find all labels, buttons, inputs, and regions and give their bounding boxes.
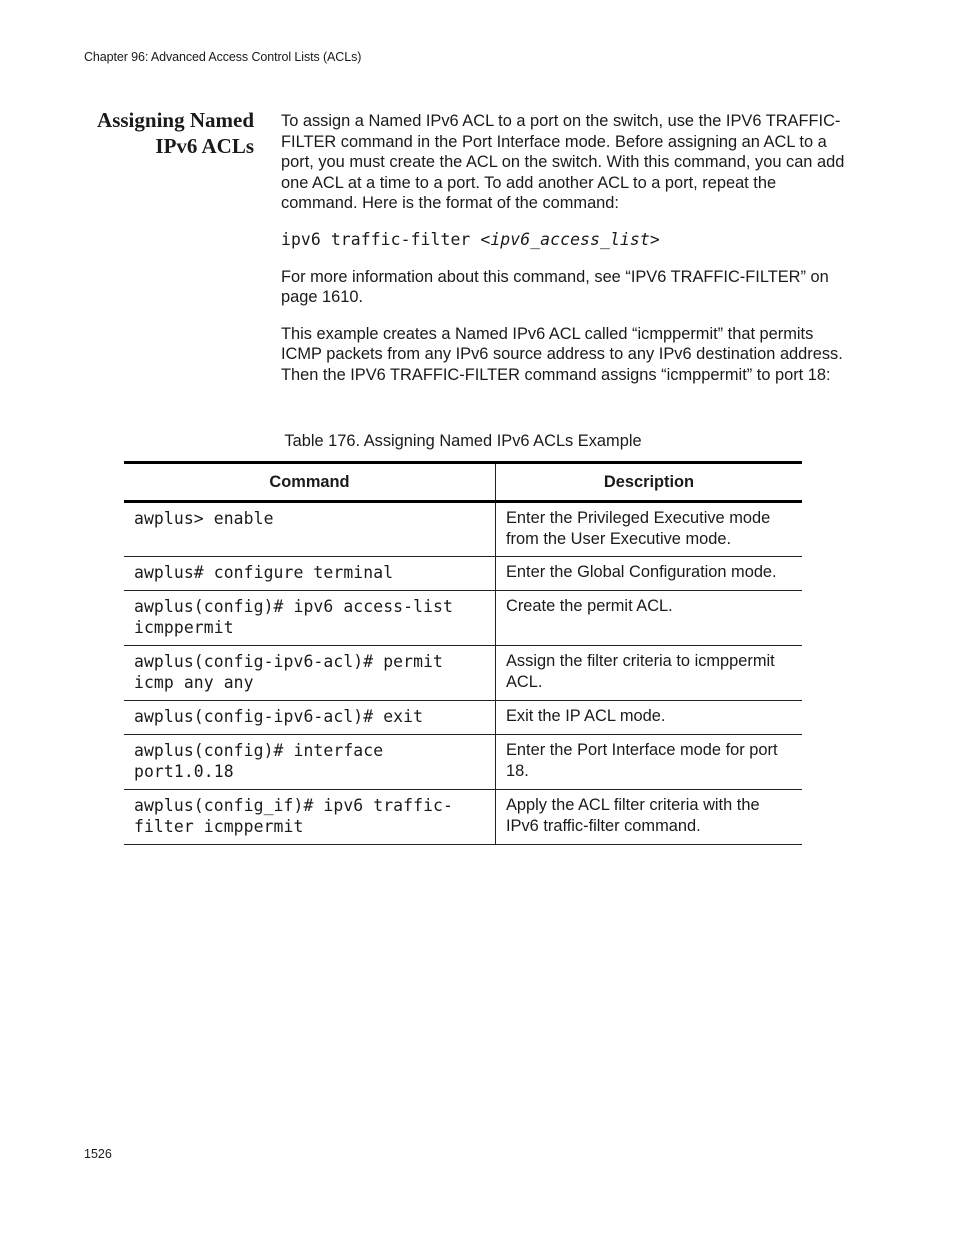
command-syntax-keyword: ipv6 traffic-filter [281,229,481,249]
section-heading [40,107,254,159]
table-row [124,790,802,845]
description-cell: Create the permit ACL. [496,591,803,646]
section-heading-line1: Assigning Named [97,108,254,132]
running-head: Chapter 96: Advanced Access Control Lists (ACLs) [84,50,362,64]
section-heading-line2: IPv6 ACLs [155,134,254,158]
description-cell: Enter the Global Configuration mode. [496,557,803,591]
column-header-description: Description [496,463,803,502]
description-cell: Enter the Port Interface mode for port 18. [496,735,803,790]
more-info-paragraph: For more information about this command, see “IPV6 TRAFFIC-FILTER” on page 1610. [281,267,829,306]
column-header-command: Command [124,463,496,502]
description-cell: Apply the ACL filter criteria with the IPv6 traffic-filter command. [496,790,803,845]
description-cell: Exit the IP ACL mode. [496,701,803,735]
table-row [124,502,802,557]
command-cell: awplus(config_if)# ipv6 traffic- filter icmppermit [124,790,496,845]
command-cell: awplus(config)# ipv6 access-list icmppermit [124,591,496,646]
table-caption: Table 176. Assigning Named IPv6 ACLs Example [284,432,642,450]
command-cell: awplus# configure terminal [124,557,496,591]
command-cell: awplus> enable [124,502,496,557]
command-syntax [281,230,851,250]
command-cell: awplus(config-ipv6-acl)# permit icmp any any [124,646,496,701]
table-row [124,591,802,646]
table-header-row [124,463,802,502]
table-row [124,735,802,790]
intro-paragraph: To assign a Named IPv6 ACL to a port on the switch, use the IPV6 TRAFFIC-FILTER command in the Port Interface mode. Before assigning an ACL to a port, you must create the ACL on the switch. With this command, you can add one ACL at a time to a port. To add another ACL to a port, repeat the command. Here is the format of the command: [281,112,845,212]
example-intro-paragraph: This example creates a Named IPv6 ACL called “icmppermit” that permits ICMP packets from any IPv6 source address to any IPv6 destination address. Then the IPV6 TRAFFIC-FILTER command assigns “icmppermit” to port 18: [281,324,843,384]
page-number: 1526 [84,1147,112,1161]
command-cell: awplus(config)# interface port1.0.18 [124,735,496,790]
description-cell: Enter the Privileged Executive mode from the User Executive mode. [496,502,803,557]
table-row [124,701,802,735]
command-cell: awplus(config-ipv6-acl)# exit [124,701,496,735]
table-row [124,646,802,701]
command-syntax-argument: <ipv6_access_list> [480,229,660,249]
description-cell: Assign the filter criteria to icmppermit ACL. [496,646,803,701]
table-row [124,557,802,591]
body-text [281,111,851,401]
example-table [124,461,802,845]
